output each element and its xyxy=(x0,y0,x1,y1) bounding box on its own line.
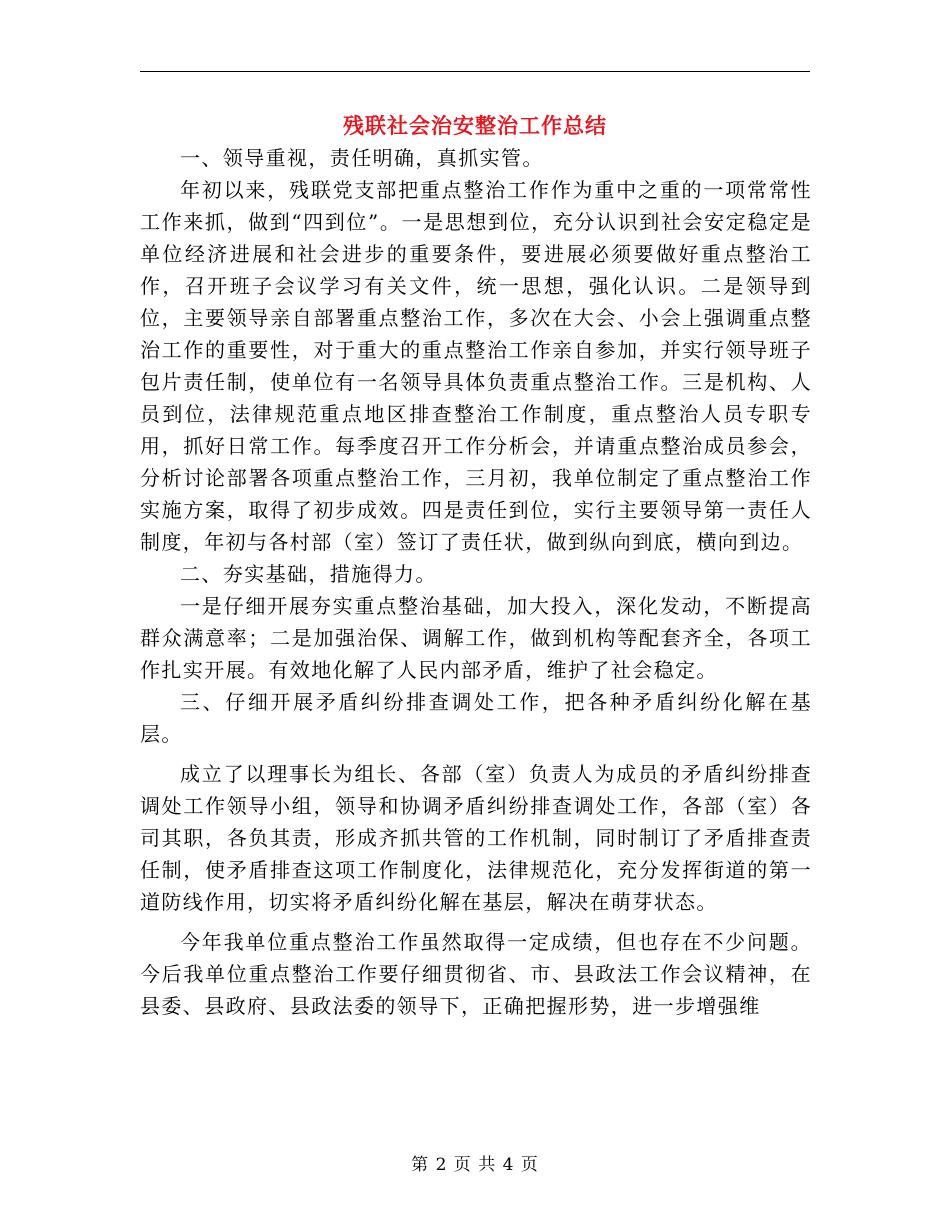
header-rule xyxy=(140,71,810,72)
heading-section-3: 三、仔细开展矛盾纠纷排查调处工作，把各种矛盾纠纷化解在基层。 xyxy=(140,690,812,746)
page-number: 第 2 页 共 4 页 xyxy=(411,1155,539,1175)
paragraph-closing: 今年我单位重点整治工作虽然取得一定成绩，但也存在不少问题。今后我单位重点整治工作要仔细贯彻省、市、县政法工作会议精神，在县委、县政府、县政法委的领导下，正确把握形势，进一步增强维 xyxy=(140,930,812,1018)
heading-section-1: 一、领导重视，责任明确，真抓实管。 xyxy=(180,146,544,170)
document-title: 残联社会治安整治工作总结 xyxy=(343,113,607,138)
paragraph-section-2: 一是仔细开展夯实重点整治基础，加大投入，深化发动，不断提高群众满意率；二是加强治保、调解工作，做到机构等配套齐全，各项工作扎实开展。有效地化解了人民内部矛盾，维护了社会稳定。 xyxy=(140,594,812,682)
paragraph-section-3: 成立了以理事长为组长、各部（室）负责人为成员的矛盾纠纷排查调处工作领导小组，领导和协调矛盾纠纷排查调处工作，各部（室）各司其职，各负其责，形成齐抓共管的工作机制，同时制订了矛盾排查责任制，使矛盾排查这项工作制度化，法律规范化，充分发挥街道的第一道防线作用，切实将矛盾纠纷化解在基层，解决在萌芽状态。 xyxy=(140,762,812,914)
paragraph-section-1: 年初以来，残联党支部把重点整治工作作为重中之重的一项常常性工作来抓，做到“四到位”。一是思想到位，充分认识到社会安定稳定是单位经济进展和社会进步的重要条件，要进展必须要做好重点整治工作，召开班子会议学习有关文件，统一思想，强化认识。二是领导到位，主要领导亲自部署重点整治工作，多次在大会、小会上强调重点整治工作的重要性，对于重大的重点整治工作亲自参加，并实行领导班子包片责任制，使单位有一名领导具体负责重点整治工作。三是机构、人员到位，法律规范重点地区排查整治工作制度，重点整治人员专职专用，抓好日常工作。每季度召开工作分析会，并请重点整治成员参会，分析讨论部署各项重点整治工作，三月初，我单位制定了重点整治工作实施方案，取得了初步成效。四是责任到位，实行主要领导第一责任人制度，年初与各村部（室）签订了责任状，做到纵向到底，横向到边。 xyxy=(140,178,812,554)
heading-section-2: 二、夯实基础，措施得力。 xyxy=(180,562,437,586)
document-body xyxy=(140,142,812,1022)
